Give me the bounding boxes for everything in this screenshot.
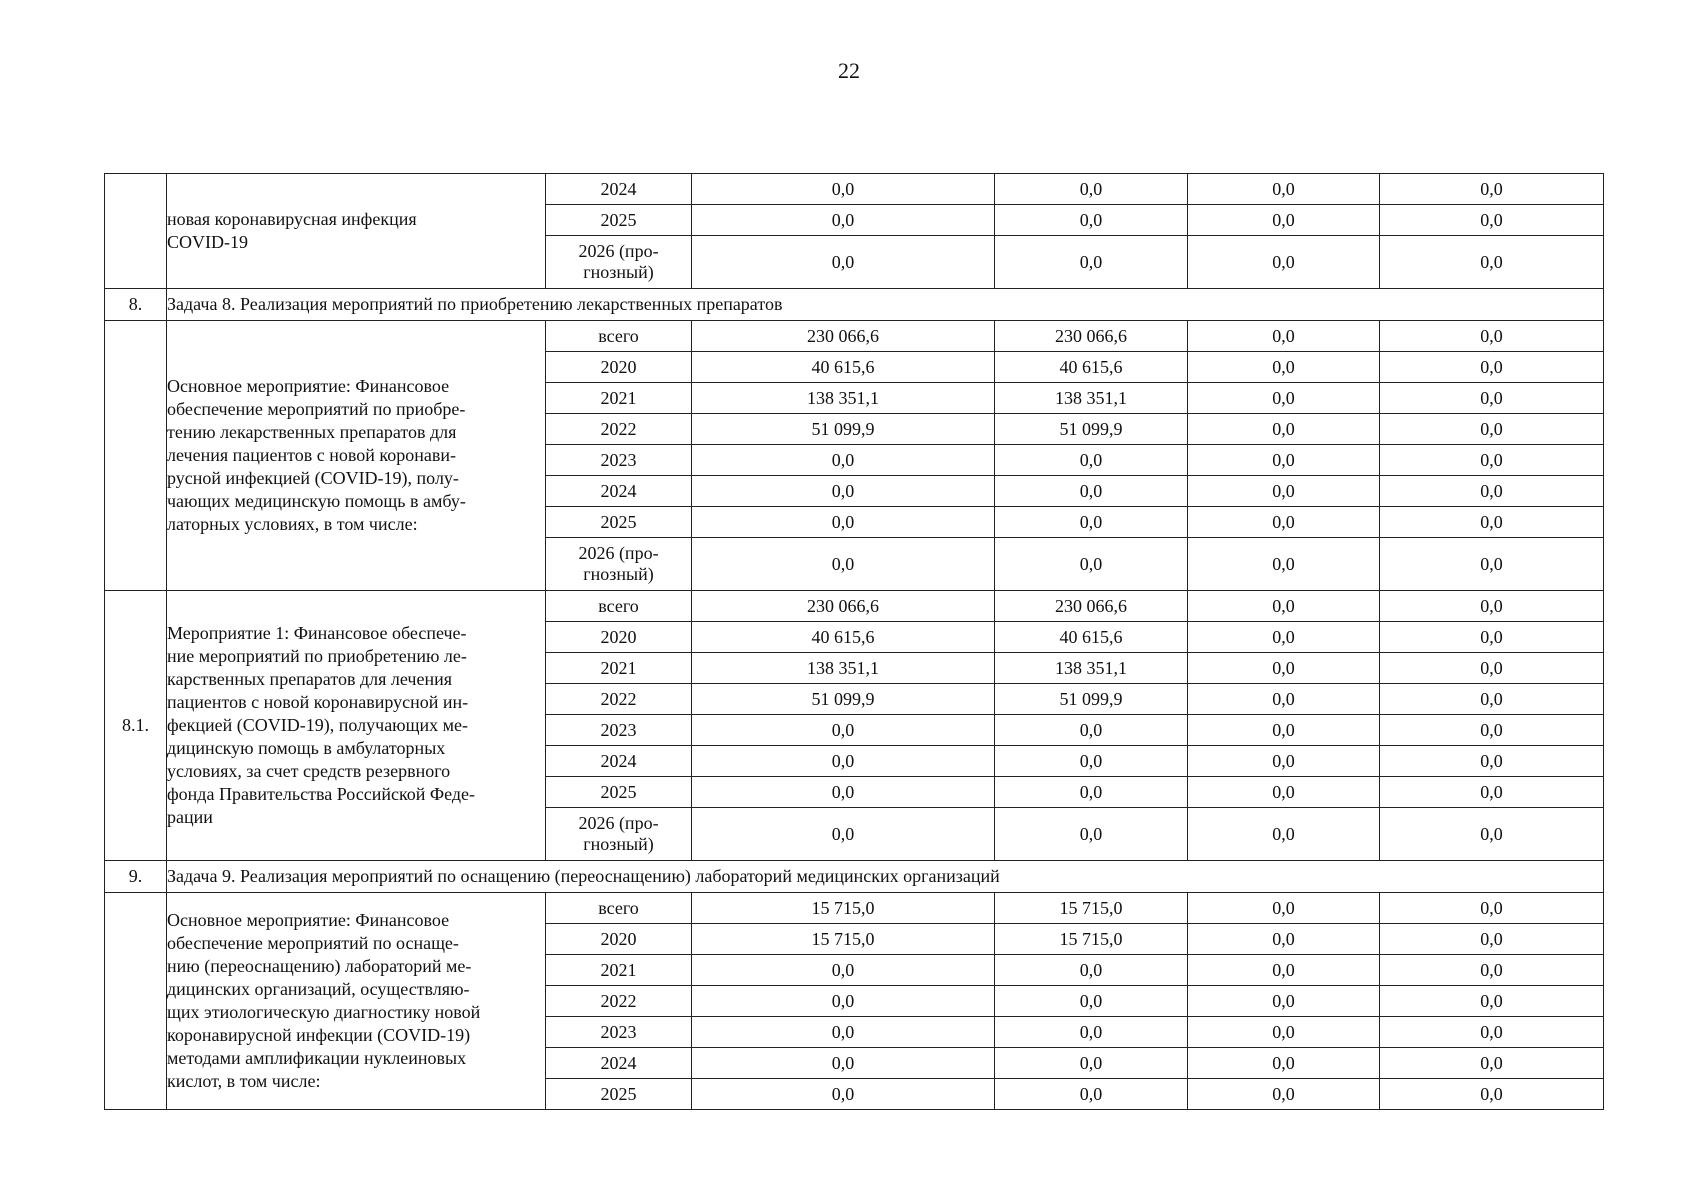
year-label: 2024 [600, 750, 637, 771]
amount-cell: 15 715,0 [692, 893, 995, 924]
amount-cell: 0,0 [692, 955, 995, 986]
year-cell [546, 236, 692, 289]
table-row [105, 321, 1604, 352]
amount-cell: 0,0 [1188, 777, 1380, 808]
amount-cell: 0,0 [1188, 808, 1380, 861]
amount-cell: 0,0 [1380, 445, 1604, 476]
measure-number [105, 174, 167, 289]
amount-cell: 0,0 [1380, 684, 1604, 715]
year-cell [546, 715, 692, 746]
amount-cell: 0,0 [1380, 352, 1604, 383]
amount-cell: 0,0 [995, 1048, 1188, 1079]
year-cell [546, 808, 692, 861]
year-label: 2024 [600, 178, 637, 199]
amount-cell: 0,0 [995, 1079, 1188, 1110]
amount-cell: 0,0 [692, 236, 995, 289]
amount-cell: 0,0 [1188, 986, 1380, 1017]
amount-cell: 0,0 [692, 174, 995, 205]
year-label: 2020 [600, 626, 637, 647]
year-label: 2026 (про- гнозный) [578, 543, 659, 584]
amount-cell: 0,0 [995, 808, 1188, 861]
amount-cell: 0,0 [1380, 986, 1604, 1017]
amount-cell: 138 351,1 [692, 653, 995, 684]
amount-cell: 0,0 [692, 1079, 995, 1110]
budget-table [104, 173, 1604, 1110]
year-cell [546, 1017, 692, 1048]
amount-cell: 0,0 [692, 507, 995, 538]
amount-cell: 0,0 [1188, 507, 1380, 538]
amount-cell: 0,0 [692, 1048, 995, 1079]
measure-description: Основное мероприятие: Финансовое обеспечение мероприятий по оснаще- нию (переоснащению) лабораторий ме- дицинских организаций, осуществляю- щих этиологическую диагностику новой коронавирусной инфекции (COVID-19) методами амплификации нуклеиновых кислот, в том числе: [167, 910, 481, 1091]
amount-cell: 0,0 [1380, 715, 1604, 746]
amount-cell: 0,0 [1188, 383, 1380, 414]
amount-cell: 0,0 [692, 986, 995, 1017]
year-label: всего [598, 897, 639, 918]
amount-cell: 0,0 [692, 205, 995, 236]
amount-cell: 0,0 [995, 445, 1188, 476]
amount-cell: 138 351,1 [692, 383, 995, 414]
year-label: 2021 [600, 657, 637, 678]
year-cell [546, 591, 692, 622]
amount-cell: 0,0 [1380, 1017, 1604, 1048]
year-label: 2020 [600, 356, 637, 377]
measure-description-cell [167, 591, 546, 861]
amount-cell: 0,0 [692, 777, 995, 808]
amount-cell: 0,0 [1380, 591, 1604, 622]
measure-number [105, 893, 167, 1110]
amount-cell: 0,0 [995, 476, 1188, 507]
amount-cell: 0,0 [1380, 893, 1604, 924]
table-row [105, 893, 1604, 924]
amount-cell: 0,0 [1380, 383, 1604, 414]
amount-cell: 15 715,0 [995, 893, 1188, 924]
year-cell [546, 955, 692, 986]
table-row [105, 591, 1604, 622]
amount-cell: 0,0 [1188, 236, 1380, 289]
amount-cell: 40 615,6 [692, 352, 995, 383]
amount-cell: 0,0 [1380, 236, 1604, 289]
table-row [105, 174, 1604, 205]
year-label: 2022 [600, 688, 637, 709]
amount-cell: 230 066,6 [995, 321, 1188, 352]
amount-cell: 40 615,6 [995, 352, 1188, 383]
amount-cell: 15 715,0 [995, 924, 1188, 955]
task-row [105, 289, 1604, 321]
amount-cell: 51 099,9 [692, 684, 995, 715]
year-cell [546, 653, 692, 684]
amount-cell: 0,0 [1380, 321, 1604, 352]
amount-cell: 0,0 [995, 986, 1188, 1017]
year-label: 2026 (про- гнозный) [578, 813, 659, 854]
amount-cell: 0,0 [995, 955, 1188, 986]
year-label: 2026 (про- гнозный) [578, 241, 659, 282]
amount-cell: 51 099,9 [995, 414, 1188, 445]
year-label: 2025 [600, 1083, 637, 1104]
amount-cell: 0,0 [1380, 955, 1604, 986]
measure-description: Основное мероприятие: Финансовое обеспечение мероприятий по приобре- тению лекарственных препаратов для лечения пациентов с новой коронави- русной инфекцией (COVID-19), полу- чающих медицинскую помощь в амбу- латорных условиях, в том числе: [167, 376, 466, 534]
year-label: 2020 [600, 928, 637, 949]
amount-cell: 0,0 [1188, 205, 1380, 236]
measure-description: новая коронавирусная инфекция COVID-19 [167, 209, 417, 252]
amount-cell: 0,0 [1188, 1017, 1380, 1048]
amount-cell: 0,0 [1188, 715, 1380, 746]
amount-cell: 0,0 [1188, 476, 1380, 507]
amount-cell: 0,0 [1380, 174, 1604, 205]
amount-cell: 0,0 [1380, 1079, 1604, 1110]
amount-cell: 0,0 [995, 777, 1188, 808]
amount-cell: 0,0 [995, 538, 1188, 591]
year-label: 2021 [600, 387, 637, 408]
amount-cell: 0,0 [1188, 893, 1380, 924]
amount-cell: 0,0 [1188, 653, 1380, 684]
amount-cell: 0,0 [1380, 507, 1604, 538]
amount-cell: 40 615,6 [995, 622, 1188, 653]
measure-description: Мероприятие 1: Финансовое обеспече- ние мероприятий по приобретению ле- карственных препаратов для лечения пациентов с новой коронавирусной ин- фекцией (COVID-19), получающих ме- дицинскую помощь в амбулаторных условиях, за счет средств резервного фонда Правительства Российской Феде- рации [167, 623, 476, 827]
year-cell [546, 383, 692, 414]
measure-number [105, 321, 167, 591]
amount-cell: 15 715,0 [692, 924, 995, 955]
amount-cell: 0,0 [1188, 352, 1380, 383]
year-cell [546, 445, 692, 476]
amount-cell: 0,0 [1188, 445, 1380, 476]
year-cell [546, 414, 692, 445]
amount-cell: 138 351,1 [995, 383, 1188, 414]
amount-cell: 0,0 [1188, 1048, 1380, 1079]
amount-cell: 0,0 [692, 808, 995, 861]
measure-description-cell [167, 321, 546, 591]
amount-cell: 51 099,9 [692, 414, 995, 445]
year-label: 2025 [600, 781, 637, 802]
measure-number: 8.1. [105, 591, 167, 861]
year-cell [546, 893, 692, 924]
year-label: 2025 [600, 209, 637, 230]
year-cell [546, 507, 692, 538]
year-cell [546, 1079, 692, 1110]
year-cell [546, 538, 692, 591]
amount-cell: 0,0 [1188, 1079, 1380, 1110]
amount-cell: 0,0 [995, 715, 1188, 746]
year-cell [546, 746, 692, 777]
amount-cell: 0,0 [995, 174, 1188, 205]
amount-cell: 0,0 [1380, 1048, 1604, 1079]
year-cell [546, 684, 692, 715]
amount-cell: 230 066,6 [692, 321, 995, 352]
year-label: 2023 [600, 1021, 637, 1042]
amount-cell: 0,0 [1188, 622, 1380, 653]
amount-cell: 0,0 [1188, 591, 1380, 622]
amount-cell: 0,0 [1380, 746, 1604, 777]
amount-cell: 0,0 [1188, 538, 1380, 591]
amount-cell: 0,0 [995, 746, 1188, 777]
task-title: Задача 9. Реализация мероприятий по оснащению (переоснащению) лабораторий медицинских организаций [167, 861, 1604, 893]
amount-cell: 230 066,6 [995, 591, 1188, 622]
amount-cell: 0,0 [1380, 414, 1604, 445]
amount-cell: 0,0 [692, 1017, 995, 1048]
year-label: всего [598, 595, 639, 616]
year-label: 2023 [600, 449, 637, 470]
year-cell [546, 321, 692, 352]
measure-description-cell [167, 893, 546, 1110]
amount-cell: 0,0 [1380, 476, 1604, 507]
year-cell [546, 205, 692, 236]
task-number: 8. [105, 289, 167, 321]
amount-cell: 0,0 [1380, 924, 1604, 955]
task-row [105, 861, 1604, 893]
amount-cell: 230 066,6 [692, 591, 995, 622]
amount-cell: 0,0 [1380, 653, 1604, 684]
amount-cell: 0,0 [1188, 746, 1380, 777]
year-label: 2021 [600, 959, 637, 980]
task-number: 9. [105, 861, 167, 893]
amount-cell: 0,0 [1380, 205, 1604, 236]
page-number: 22 [838, 58, 860, 83]
amount-cell: 0,0 [1188, 174, 1380, 205]
year-label: 2023 [600, 719, 637, 740]
amount-cell: 0,0 [1188, 321, 1380, 352]
amount-cell: 0,0 [1380, 622, 1604, 653]
measure-description-cell [167, 174, 546, 289]
amount-cell: 0,0 [995, 205, 1188, 236]
year-cell [546, 777, 692, 808]
amount-cell: 0,0 [995, 236, 1188, 289]
amount-cell: 138 351,1 [995, 653, 1188, 684]
year-cell [546, 1048, 692, 1079]
amount-cell: 0,0 [1380, 777, 1604, 808]
amount-cell: 0,0 [1188, 414, 1380, 445]
amount-cell: 0,0 [1188, 684, 1380, 715]
year-label: всего [598, 325, 639, 346]
amount-cell: 0,0 [1188, 924, 1380, 955]
amount-cell: 0,0 [995, 507, 1188, 538]
amount-cell: 0,0 [1380, 538, 1604, 591]
year-label: 2022 [600, 990, 637, 1011]
year-cell [546, 174, 692, 205]
year-cell [546, 476, 692, 507]
amount-cell: 0,0 [692, 476, 995, 507]
amount-cell: 0,0 [692, 746, 995, 777]
amount-cell: 0,0 [692, 445, 995, 476]
amount-cell: 40 615,6 [692, 622, 995, 653]
task-title: Задача 8. Реализация мероприятий по приобретению лекарственных препаратов [167, 289, 1604, 321]
year-cell [546, 622, 692, 653]
amount-cell: 0,0 [1188, 955, 1380, 986]
year-cell [546, 352, 692, 383]
amount-cell: 51 099,9 [995, 684, 1188, 715]
amount-cell: 0,0 [692, 538, 995, 591]
year-label: 2025 [600, 511, 637, 532]
year-cell [546, 924, 692, 955]
year-label: 2024 [600, 1052, 637, 1073]
amount-cell: 0,0 [995, 1017, 1188, 1048]
year-cell [546, 986, 692, 1017]
amount-cell: 0,0 [692, 715, 995, 746]
amount-cell: 0,0 [1380, 808, 1604, 861]
year-label: 2024 [600, 480, 637, 501]
year-label: 2022 [600, 418, 637, 439]
